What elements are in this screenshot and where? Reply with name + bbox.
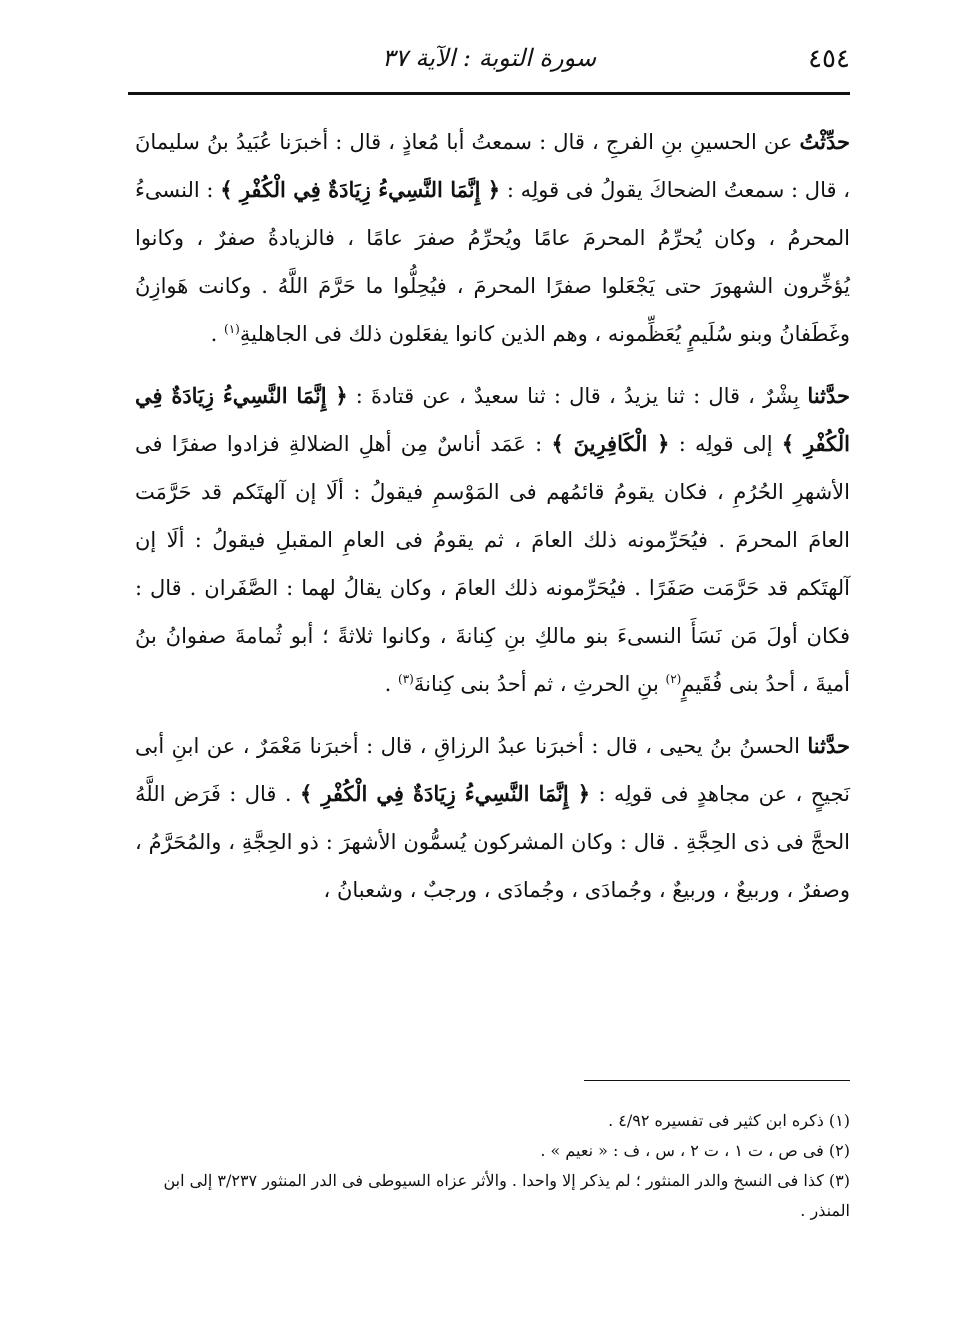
running-title: سورة التوبة : الآية ٣٧: [381, 44, 597, 72]
quran-verse: ﴿ إِنَّمَا النَّسِيءُ زِيَادَةٌ فِي الْكُفْرِ ﴾: [220, 177, 501, 202]
narration-lead: حدَّثنا: [807, 383, 851, 408]
footnote-marker: (١): [224, 322, 240, 336]
text-segment: الحسنُ بنُ يحيى ، قال : أخبرَنا عبدُ الرزاقِ ، قال : أخبرَنا مَعْمَرٌ ، عن ابنِ أبى نَجيحٍ ، عن مجاهدٍ فى قولِه :: [135, 734, 851, 806]
footnote-separator: [584, 1080, 850, 1081]
footnote-2: (٢) فى ص ، ت ١ ، ت ٢ ، س ، ف : « نعيم » .: [540, 1141, 850, 1160]
page-number: ٤٥٤: [808, 44, 850, 74]
text-segment: : عَمَد أناسٌ مِن أهلِ الضلالةِ فزادوا صفرًا فى الأشهرِ الحُرُمِ ، فكان يقومُ قائمُهم فى المَوْسمِ فيقولُ : ألَا إن آلهتَكم قد حَرَّمَت العامَ المحرمَ . فيُحَرِّمونه ذلك العامَ ، ثم يقومُ فى العامِ المقبلِ فيقولُ : ألَا إن آلهتَكم قد حَرَّمَت صَفَرًا . فيُحَرِّمونه ذلك العامَ ، وكان يقالُ لهما : الصَّفَران . قال : فكان أولَ مَن نَسَأَ النسىءَ بنو مالكِ بنِ كِنانةَ ، وكانوا ثلاثةً ؛ أبو ثُمامةَ صفوانُ بنُ أميةَ ، أحدُ بنى فُقَيمٍ: [135, 432, 850, 696]
footnotes: [135, 1106, 850, 1226]
text-segment: : النسىءُ المحرمُ ، وكان يُحرِّمُ المحرمَ عامًا ويُحرِّمُ صفرَ عامًا ، فالزيادةُ صفرٌ ، وكانوا يُؤخِّرون الشهورَ حتى يَجْعَلوا صفرًا المحرمَ ، فيُحِلُّوا ما حَرَّمَ اللَّهُ . وكانت هَوازِنُ وغَطَفانُ وبنو سُلَيمٍ يُعَظِّمونه ، وهم الذين كانوا يفعَلون ذلك فى الجاهليةِ: [135, 178, 850, 346]
text-segment: عن الحسينِ بنِ الفرجِ ، قال : سمعتُ أبا مُعاذٍ ، قال : أخبرَنا عُبَيدُ بنُ سليمانَ ، قال : سمعتُ الضحاكَ يقولُ فى قولِه :: [135, 130, 850, 202]
text-segment: .: [384, 672, 399, 696]
paragraph-2: [135, 372, 850, 708]
footnote-marker: (٣): [398, 672, 414, 686]
footnote-marker: (٢): [665, 672, 682, 686]
text-segment: إلى قولِه :: [669, 432, 782, 456]
quran-verse: ﴿ الْكَافِرِينَ ﴾: [551, 431, 670, 456]
text-segment: بنِ الحرثِ ، ثم أحدُ بنى كِنانةَ: [413, 672, 666, 696]
narration-lead: حدَّثنا: [807, 733, 850, 758]
paragraph-1: [135, 118, 850, 358]
text-segment: .: [210, 322, 225, 346]
narration-lead: حدِّثْتُ: [799, 129, 850, 154]
footnote-1: (١) ذكره ابن كثير فى تفسيره ٤/٩٢ .: [608, 1111, 850, 1130]
quran-verse: ﴿ إِنَّمَا النَّسِيءُ زِيَادَةٌ فِي الْكُفْرِ ﴾: [135, 383, 850, 456]
footnote-3: (٣) كذا فى النسخ والدر المنثور ؛ لم يذكر إلا واحدا . والأثر عزاه السيوطى فى الدر المنثور ٣/٢٣٧ إلى ابن المنذر .: [163, 1171, 850, 1220]
page-header: [128, 36, 850, 86]
text-segment: بِشْرٌ ، قال : ثنا يزيدُ ، قال : ثنا سعيدٌ ، عن قتادةَ :: [347, 384, 808, 408]
main-text: [135, 118, 850, 928]
text-segment: . قال : فَرَض اللَّهُ الحجَّ فى ذى الحِجَّةِ . قال : وكان المشركون يُسمُّون الأشهرَ : ذو الحِجَّةِ ، والمُحَرَّمُ ، وصفرٌ ، وربيعٌ ، وربيعٌ ، وجُمادَى ، وجُمادَى ، ورجبٌ ، وشعبانُ ،: [135, 782, 850, 902]
quran-verse: ﴿ إِنَّمَا النَّسِيءُ زِيَادَةٌ فِي الْكُفْرِ ﴾: [299, 781, 591, 806]
paragraph-3: [135, 722, 850, 914]
header-rule: [128, 92, 850, 95]
